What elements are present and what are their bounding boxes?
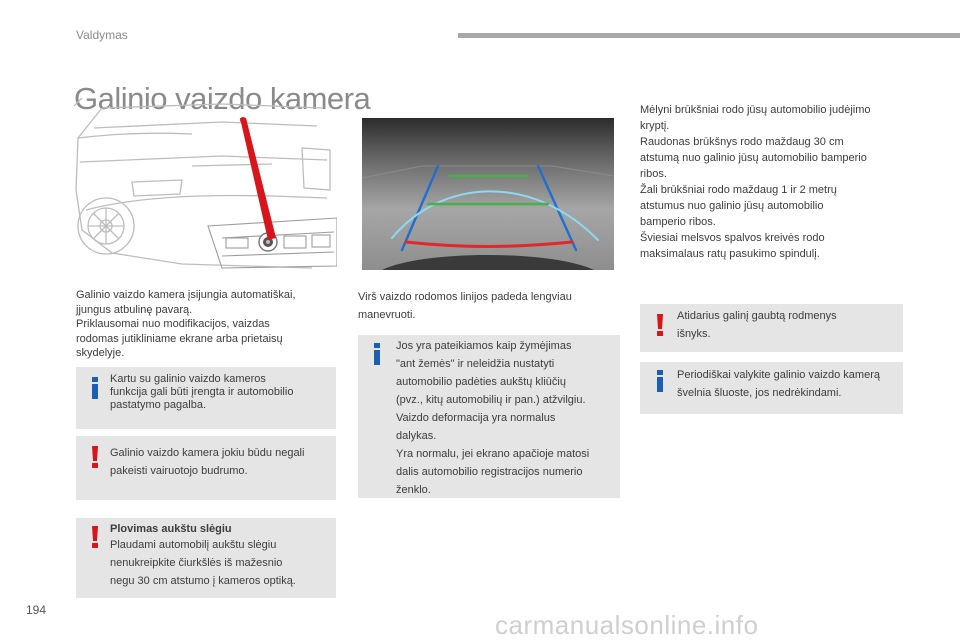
warning-box-tailgate (640, 304, 903, 352)
watermark: carmanualsonline.info (495, 610, 759, 640)
washing-heading: Plovimas aukštu slėgiu (110, 523, 232, 535)
info-box-ground-markings-text: Jos yra pateikiamos kaip žymėjimas "ant žemės" ir neleidžia nustatyti automobilio padėties aukštų kliūčių (pvz., kitų automobilių ir pan.) atžvilgiu. Vaizdo deformacija yra normalus dalykas. Yra normalu, jei ekrano apačioje matosi dalis automobilio registracijos numerio ženklo. (396, 340, 590, 496)
info-icon (652, 370, 668, 392)
info-icon (369, 343, 385, 365)
info-box-camera-cleaning (640, 362, 903, 414)
warning-box-tailgate-text: Atidarius galinį gaubtą rodmenys išnyks. (677, 310, 837, 340)
washing-text: Plaudami automobilį aukštu slėgiu nenukreipkite čiurkšlės iš mažesnio negu 30 cm atstumo į kameros optiką. (110, 539, 296, 587)
rear-camera-location-illustration (72, 98, 337, 278)
info-box-parking-assist-text: Kartu su galinio vaizdo kameros funkcija gali būti įrengta ir automobilio pastatymo pagalba. (110, 373, 294, 411)
lines-description-text: Mėlyni brūkšniai rodo jūsų automobilio judėjimo kryptį. Raudonas brūkšnys rodo maždaug 30 cm atstumą nuo galinio jūsų automobilio bamperio ribos. Žali brūkšniai rodo maždaug 1 ir 2 metrų atstumus nuo galinio jūsų automobilio bamperio ribos. Šviesiai melsvos spalvos kreivės rodo maksimalaus ratų pasukimo spindulį. (640, 104, 871, 260)
intro-middle-text: Virš vaizdo rodomos linijos padeda lengviau manevruoti. (358, 291, 572, 321)
info-box-camera-cleaning-text: Periodiškai valykite galinio vaizdo kamerą švelnia šluoste, jos nedrėkindami. (677, 369, 880, 399)
info-box-ground-markings (358, 335, 620, 498)
warning-box-high-pressure-washing (76, 518, 336, 598)
camera-view-image (362, 118, 614, 270)
warning-box-driver-attention (76, 436, 336, 500)
warning-box-driver-attention-text: Galinio vaizdo kamera jokiu būdu negali pakeisti vairuotojo budrumo. (110, 447, 305, 477)
page-number: 194 (26, 603, 47, 617)
warning-icon (87, 526, 103, 548)
page-title: Galinio vaizdo kamera (74, 80, 371, 116)
section-label: Valdymas (76, 28, 128, 42)
intro-left-text: Galinio vaizdo kamera įsijungia automatiškai, jjungus atbulinę pavarą. Priklausomai nuo modifikacijos, vaizdas rodomas jutikliniame ekrane arba prietaisų skydelyje. (76, 289, 296, 359)
info-icon (87, 377, 103, 399)
warning-icon (87, 446, 103, 468)
header-bar (458, 33, 960, 38)
info-box-parking-assist (76, 367, 336, 429)
warning-icon (652, 314, 668, 336)
